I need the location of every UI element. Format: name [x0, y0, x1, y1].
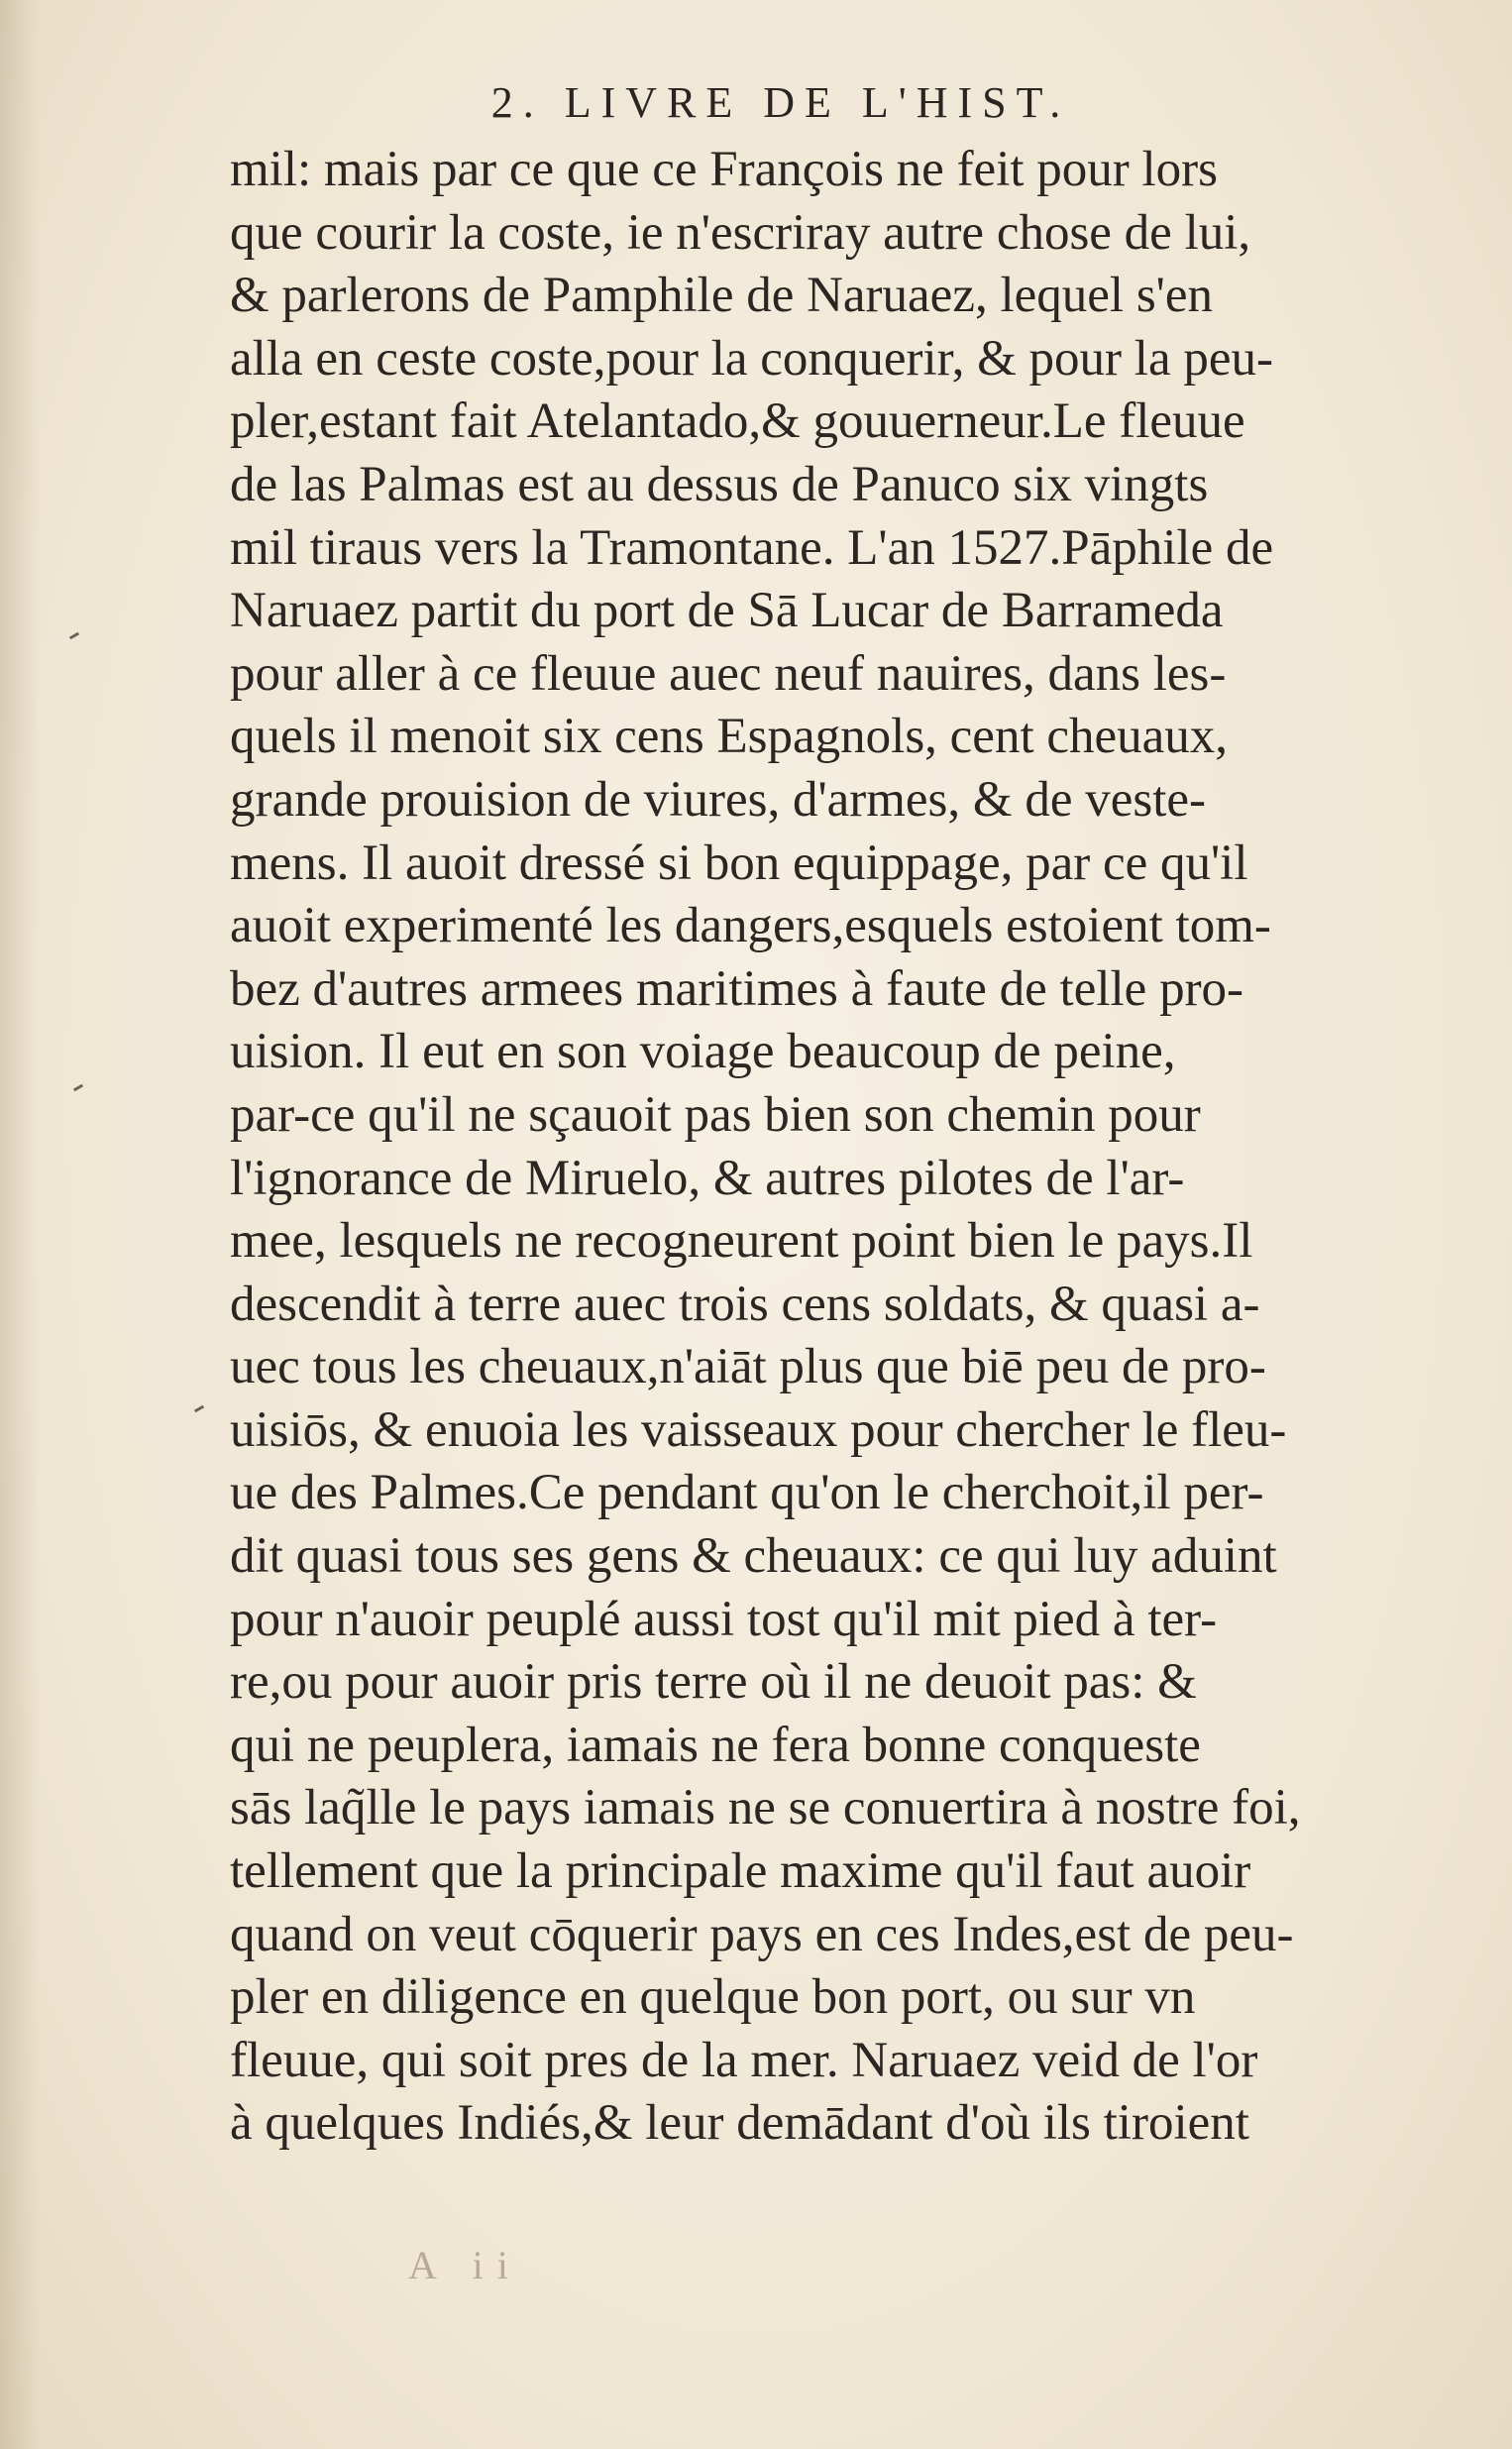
- text-line: uisiōs, & enuoia les vaisseaux pour chercher le fleu-: [230, 1401, 1287, 1458]
- text-line: fleuue, qui soit pres de la mer. Naruaez veid de l'or: [230, 2032, 1258, 2088]
- text-line: pour aller à ce fleuue auec neuf nauires, dans les-: [230, 645, 1227, 702]
- text-line: grande prouision de viures, d'armes, & de veste-: [230, 771, 1206, 828]
- text-line: que courir la coste, ie n'escriray autre chose de lui,: [230, 204, 1251, 261]
- text-line: tellement que la principale maxime qu'il faut auoir: [230, 1843, 1251, 1900]
- text-line: dit quasi tous ses gens & cheuaux: ce qui luy aduint: [230, 1528, 1277, 1585]
- text-line: bez d'autres armees maritimes à faute de telle pro-: [230, 960, 1244, 1017]
- text-line: uision. Il eut en son voiage beaucoup de peine,: [230, 1024, 1176, 1080]
- text-line: sās laq̃lle le pays iamais ne se conuertira à nostre foi,: [230, 1780, 1301, 1837]
- signature-mark: A ii: [408, 2243, 522, 2287]
- text-line: pler en diligence en quelque bon port, ou sur vn: [230, 1969, 1196, 2026]
- text-line: ue des Palmes.Ce pendant qu'on le cherchoit,il per-: [230, 1465, 1264, 1521]
- margin-mark: [194, 1405, 204, 1413]
- text-line: & parlerons de Pamphile de Naruaez, lequel s'en: [230, 268, 1213, 324]
- text-line: mens. Il auoit dressé si bon equippage, par ce qu'il: [230, 835, 1248, 891]
- text-line: pler,estant fait Atelantado,& gouuerneur.Le fleuue: [230, 393, 1245, 450]
- text-line: mil tiraus vers la Tramontane. L'an 1527.Pāphile de: [230, 519, 1274, 576]
- gutter-shadow: [0, 0, 40, 2449]
- text-line: pour n'auoir peuplé aussi tost qu'il mit pied à ter-: [230, 1591, 1218, 1647]
- text-line: de las Palmas est au dessus de Panuco six vingts: [230, 456, 1209, 512]
- text-line: mil: mais par ce que ce François ne feit pour lors: [230, 142, 1219, 197]
- text-line: descendit à terre auec trois cens soldats, & quasi a-: [230, 1276, 1260, 1332]
- margin-mark: [73, 1084, 83, 1092]
- text-line: alla en ceste coste,pour la conquerir, & pour la peu-: [230, 330, 1273, 387]
- text-line: quels il menoit six cens Espagnols, cent cheuaux,: [230, 709, 1229, 765]
- text-line: mee, lesquels ne recogneurent point bien le pays.Il: [230, 1213, 1253, 1270]
- text-line: quand on veut cōquerir pays en ces Indes,est de peu-: [230, 1906, 1294, 1962]
- margin-mark: [69, 632, 79, 640]
- text-line: Naruaez partit du port de Sā Lucar de Barrameda: [230, 583, 1224, 639]
- text-line: auoit experimenté les dangers,esquels estoient tom-: [230, 898, 1271, 954]
- text-line: l'ignorance de Miruelo, & autres pilotes de l'ar-: [230, 1150, 1185, 1206]
- text-block: [230, 139, 1458, 2156]
- running-head: 2. LIVRE DE L'HIST.: [490, 78, 1071, 127]
- text-line: à quelques Indiés,& leur demādant d'où ils tiroient: [230, 2095, 1249, 2152]
- text-line: re,ou pour auoir pris terre où il ne deuoit pas: &: [230, 1654, 1197, 1711]
- text-line: par-ce qu'il ne sçauoit pas bien son chemin pour: [230, 1086, 1201, 1143]
- text-line: uec tous les cheuaux,n'aiāt plus que biē peu de pro-: [230, 1339, 1266, 1395]
- text-line: qui ne peuplera, iamais ne fera bonne conqueste: [230, 1717, 1201, 1773]
